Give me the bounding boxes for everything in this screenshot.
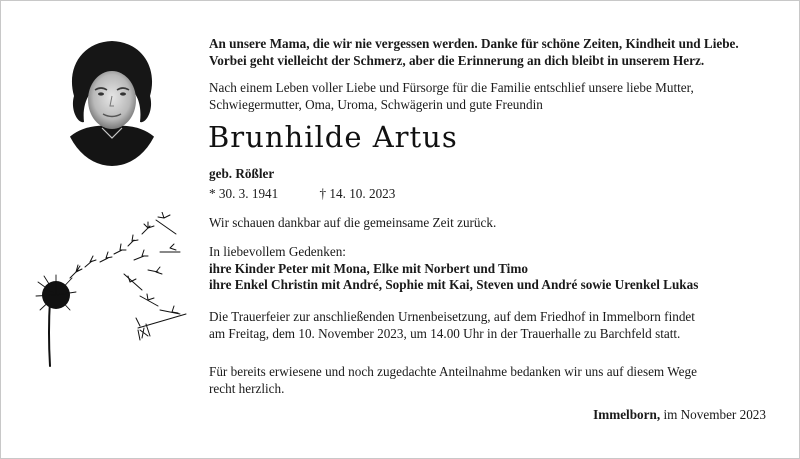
dandelion-illustration — [30, 212, 195, 372]
portrait-photo — [62, 38, 162, 166]
condolence-thanks — [209, 364, 774, 397]
thanks-text: Wir schauen dankbar auf die gemeinsame Zeit zurück. — [209, 215, 497, 230]
memory-section — [209, 244, 774, 294]
signature-place: Immelborn, — [593, 407, 661, 422]
condolence-line-1: Für bereits erwiesene und noch zugedachte Anteilnahme bedanken wir uns auf diesem Wege — [209, 364, 697, 379]
life-dates — [209, 186, 774, 203]
signature-date: im November 2023 — [660, 407, 766, 422]
funeral-info — [209, 309, 774, 342]
grandchildren-line: ihre Enkel Christin mit André, Sophie mit Kai, Steven und André sowie Urenkel Lukas — [209, 277, 699, 292]
intro-line-2: Vorbei geht vielleicht der Schmerz, aber die Erinnerung an dich bleibt in unserem Herz. — [209, 52, 705, 68]
date-of-birth: * 30. 3. 1941 — [209, 186, 279, 201]
children-line: ihre Kinder Peter mit Mona, Elke mit Norbert und Timo — [209, 260, 528, 276]
date-of-death: † 14. 10. 2023 — [319, 186, 396, 201]
birth-name — [209, 166, 774, 183]
lead-line-1: Nach einem Leben voller Liebe und Fürsorge für die Familie entschlief unsere liebe Mutter, — [209, 80, 694, 95]
thanks-line — [209, 215, 774, 232]
condolence-line-2: recht herzlich. — [209, 380, 285, 396]
funeral-line-1: Die Trauerfeier zur anschließenden Urnenbeisetzung, auf dem Friedhof in Immelborn findet — [209, 309, 695, 324]
signature — [209, 407, 766, 424]
memory-heading: In liebevollem Gedenken: — [209, 244, 346, 259]
deceased-name: Brunhilde Artus — [208, 120, 458, 154]
intro-verse — [209, 36, 774, 69]
lead-line-2: Schwiegermutter, Oma, Uroma, Schwägerin und gute Freundin — [209, 96, 543, 112]
funeral-line-2: am Freitag, dem 10. November 2023, um 14.00 Uhr in der Trauerhalle zu Barchfeld statt. — [209, 325, 681, 341]
lead-paragraph — [209, 80, 774, 113]
birth-name-text: geb. Rößler — [209, 166, 275, 181]
intro-line-1: An unsere Mama, die wir nie vergessen werden. Danke für schöne Zeiten, Kindheit und Liebe. — [209, 36, 739, 51]
